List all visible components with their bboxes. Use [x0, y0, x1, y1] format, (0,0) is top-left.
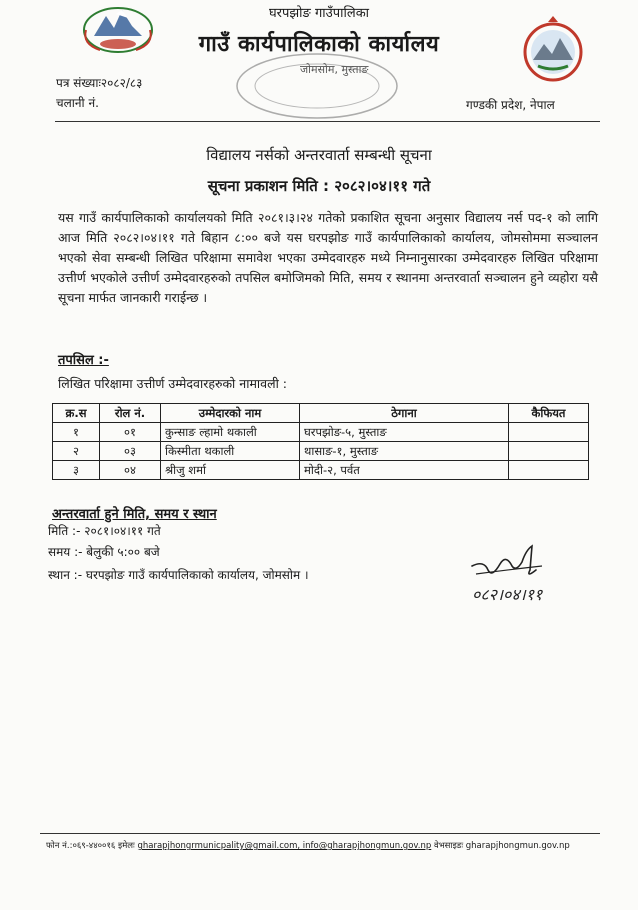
footer-phone: फोन नं.:०६९-४४००१६	[46, 841, 116, 851]
cell-serial: २	[53, 442, 100, 461]
cell-name: श्रीजु शर्मा	[161, 461, 300, 480]
cell-serial: ३	[53, 461, 100, 480]
footer-email-label: इमेलः	[118, 841, 135, 851]
stamp-text: जोमसोम, मुस्ताङ	[300, 63, 369, 76]
cell-roll: ०३	[100, 442, 161, 461]
cell-address: थासाङ-१, मुस्ताङ	[300, 442, 509, 461]
dispatch-number: चलानी नं.	[56, 96, 99, 110]
cell-remarks	[509, 442, 589, 461]
cell-remarks	[509, 423, 589, 442]
municipality-name: घरपझोङ गाउँपालिका	[268, 6, 370, 21]
signature-icon	[466, 540, 586, 610]
cell-serial: १	[53, 423, 100, 442]
cell-name: किस्मीता थकाली	[161, 442, 300, 461]
footer-website[interactable]: gharapjhongmun.gov.np	[465, 841, 570, 851]
publish-date: सूचना प्रकाशन मिति : २०८२।०४।११ गते	[207, 177, 431, 195]
footer-divider	[40, 833, 600, 834]
schedule-label: तपसिल :-	[58, 353, 109, 368]
table-row	[53, 461, 589, 480]
notice-body: यस गाउँ कार्यपालिकाको कार्यालयको मिति २०८१।३।२४ गतेको प्रकाशित सूचना अनुसार विद्यालय नर्स पद-१ को लागि आज मिति २०८२।०४।११ गते बिहान ८:०० बजे यस घरपझोङ गाउँ कार्यपालिकाको कार्यालय, जोमसोममा सञ्चालन भएको सेवा सम्बन्धी लिखित परिक्षामा समावेश भएका उम्मेदवारहरु मध्ये निम्नानुसारका उम्मेदवारहरु लिखित परिक्षामा उत्तीर्ण भएकोले उत्तीर्ण उम्मेदवारहरुको तपसिल बमोजिमको मिति, समय र स्थानमा अन्तरवार्ता सञ्चालन हुने व्यहोरा यसै सूचना मार्फत जानकारी गराईन्छ ।	[58, 210, 598, 305]
footer-emails[interactable]: gharapjhongrmunicpality@gmail.com, info@gharapjhongmun.gov.np	[137, 841, 432, 851]
interview-time: समय :- बेलुकी ५:०० बजे	[48, 545, 160, 559]
header-roll: रोल नं.	[100, 404, 161, 423]
table-header-row	[53, 404, 589, 423]
cell-remarks	[509, 461, 589, 480]
province-label: गण्डकी प्रदेश, नेपाल	[466, 98, 555, 112]
table-row	[53, 442, 589, 461]
header-remarks: कैफियत	[509, 404, 589, 423]
municipality-logo-icon	[518, 14, 588, 84]
cell-roll: ०१	[100, 423, 161, 442]
header-address: ठेगाना	[300, 404, 509, 423]
table-row	[53, 423, 589, 442]
cell-roll: ०४	[100, 461, 161, 480]
footer	[46, 840, 606, 851]
cell-name: कुन्साङ ल्हामो थकाली	[161, 423, 300, 442]
cell-address: मोदी-२, पर्वत	[300, 461, 509, 480]
candidate-list-title: लिखित परिक्षामा उत्तीर्ण उम्मेदवारहरुको नामावली :	[58, 376, 288, 391]
cell-address: घरपझोङ-५, मुस्ताङ	[300, 423, 509, 442]
interview-heading: अन्तरवार्ता हुने मिति, समय र स्थान	[52, 507, 217, 522]
notice-subject: विद्यालय नर्सको अन्तरवार्ता सम्बन्धी सूचना	[206, 146, 432, 164]
letter-number: पत्र संख्याः२०८२/८३	[56, 76, 143, 90]
signature-date: ०८२।०४।११	[472, 585, 543, 604]
interview-place: स्थान :- घरपझोङ गाउँ कार्यपालिकाको कार्यालय, जोमसोम ।	[48, 568, 309, 582]
office-stamp-icon	[232, 50, 402, 122]
candidate-table	[52, 403, 589, 480]
header-serial: क्र.स	[53, 404, 100, 423]
office-title: गाउँ कार्यपालिकाको कार्यालय	[198, 32, 440, 57]
interview-date: मिति :- २०८१।०४।११ गते	[48, 524, 161, 538]
header-divider	[55, 121, 600, 122]
footer-website-label: वेभसाइडः	[433, 841, 464, 851]
header-name: उम्मेदारको नाम	[161, 404, 300, 423]
